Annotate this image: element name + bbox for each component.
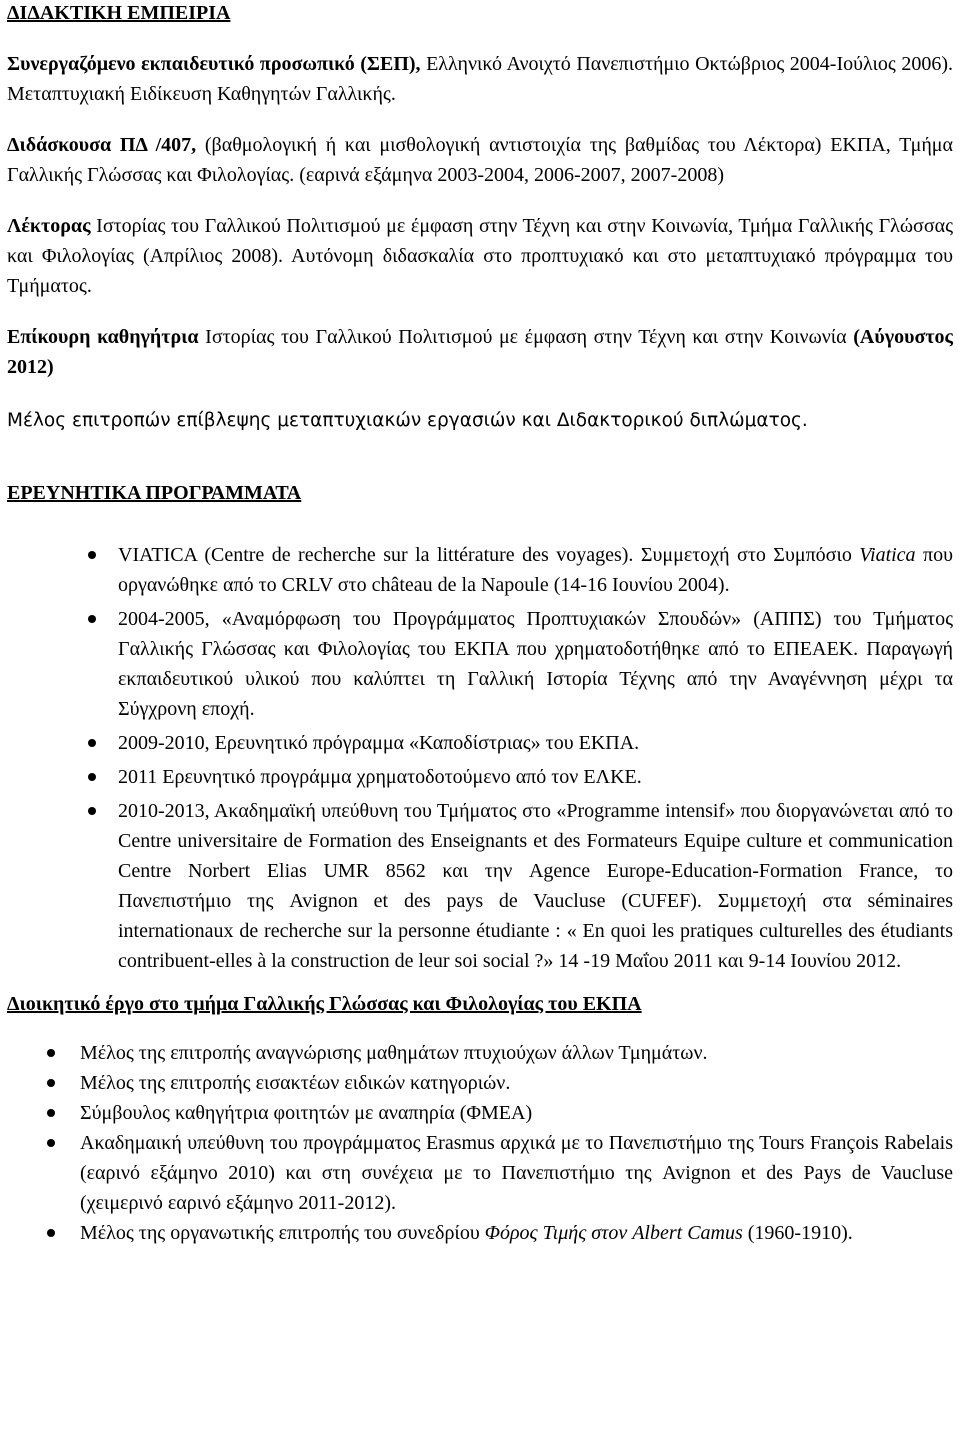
teaching-entry-lecturer-title: Λέκτορας	[7, 215, 91, 237]
list-item: 2011 Ερευνητικό προγράμμα χρηματοδοτούμενο από τον ΕΛΚΕ.	[7, 762, 953, 792]
teaching-entry-pd407-title: Διδάσκουσα ΠΔ /407,	[7, 134, 197, 156]
list-item: Ακαδημαική υπεύθυνη του προγράμματος Erasmus αρχικά με το Πανεπιστήμιο της Tours François Rabelais (εαρινό εξάμηνο 2010) και στη συνέχεια με το Πανεπιστήμιο της Avignon et des Pays de Vaucluse (χειμερινό εαρινό εξάμηνο 2011-2012).	[7, 1128, 953, 1218]
research-list	[7, 540, 953, 976]
bullet-icon	[47, 1229, 55, 1237]
teaching-entry-assistant-professor	[7, 322, 953, 382]
bullet-icon	[47, 1139, 55, 1147]
teaching-heading: ΔΙΔΑΚΤΙΚΗ ΕΜΠΕΙΡΙΑ	[7, 2, 231, 24]
bullet-icon	[88, 551, 96, 559]
bullet-icon	[88, 773, 96, 781]
list-item: 2009-2010, Ερευνητικό πρόγραμμα «Καποδίστριας» του ΕΚΠΑ.	[7, 728, 953, 758]
teaching-entry-pd407	[7, 130, 953, 190]
bullet-icon	[88, 739, 96, 747]
bullet-icon	[88, 615, 96, 623]
bullet-icon	[47, 1079, 55, 1087]
teaching-entry-committees: Μέλος επιτροπών επίβλεψης μεταπτυχιακών εργασιών και Διδακτορικού διπλώματος.	[7, 410, 808, 431]
list-item: VIATICA (Centre de recherche sur la littérature des voyages). Συμμετοχή στο Συμπόσιο Viatica που οργανώθηκε από το CRLV στο château de la Napoule (14-16 Ιουνίου 2004).	[7, 540, 953, 600]
teaching-entry-assistant-professor-date: (Αύγουστος 2012)	[7, 326, 953, 378]
list-item: Μέλος της επιτροπής εισακτέων ειδικών κατηγοριών.	[7, 1068, 953, 1098]
teaching-entry-assistant-professor-text: Ιστορίας του Γαλλικού Πολιτισμού με έμφαση στην Τέχνη και στην Κοινωνία	[198, 326, 854, 348]
teaching-entry-pd407-text: (βαθμολογική ή και μισθολογική αντιστοιχία της βαθμίδας του Λέκτορα) ΕΚΠΑ, Τμήμα Γαλλικής Γλώσσας και Φιλολογίας. (εαρινά εξάμηνα 2003-2004, 2006-2007, 2007-2008)	[7, 134, 953, 186]
list-item: Μέλος της οργανωτικής επιτροπής του συνεδρίου Φόρος Τιμής στον Albert Camus (1960-1910).	[7, 1218, 953, 1248]
list-item: Σύμβουλος καθηγήτρια φοιτητών με αναπηρία (ΦΜΕΑ)	[7, 1098, 953, 1128]
admin-list	[7, 1038, 953, 1248]
admin-heading: Διοικητικό έργο στο τμήμα Γαλλικής Γλώσσας και Φιλολογίας του ΕΚΠΑ	[7, 993, 642, 1015]
bullet-icon	[88, 807, 96, 815]
list-item: 2010-2013, Ακαδημαϊκή υπεύθυνη του Τμήματος στο «Programme intensif» που διοργανώνεται από το Centre universitaire de Formation des Enseignants et des Formateurs Equipe culture et communication Centre Norbert Elias UMR 8562 και την Agence Europe-Education-Formation France, το Πανεπιστήμιο της Avignon et des pays de Vaucluse (CUFEF). Συμμετοχή στα séminaires internationaux de recherche sur la personne étudiante : « En quoi les pratiques culturelles des étudiants contribuent-elles à la construction de leur soi social ?» 14 -19 Μαΐου 2011 και 9-14 Ιουνίου 2012.	[7, 796, 953, 976]
bullet-icon	[47, 1109, 55, 1117]
teaching-entry-lecturer-text: Ιστορίας του Γαλλικού Πολιτισμού με έμφαση στην Τέχνη και στην Κοινωνία, Τμήμα Γαλλικής Γλώσσας και Φιλολογίας (Απρίλιος 2008). Αυτόνομη διδασκαλία στο προπτυχιακό και στο μεταπτυχιακό πρόγραμμα του Τμήματος.	[7, 215, 953, 297]
list-item: Μέλος της επιτροπής αναγνώρισης μαθημάτων πτυχιούχων άλλων Τμημάτων.	[7, 1038, 953, 1068]
teaching-entry-sep-text: Ελληνικό Ανοιχτό Πανεπιστήμιο Οκτώβριος 2004-Ιούλιος 2006). Μεταπτυχιακή Ειδίκευση Καθηγητών Γαλλικής.	[7, 53, 953, 105]
teaching-entry-sep	[7, 49, 953, 109]
teaching-entry-lecturer	[7, 211, 953, 301]
teaching-entry-assistant-professor-title: Επίκουρη καθηγήτρια	[7, 326, 199, 348]
research-heading: ΕΡΕΥΝΗΤΙΚΑ ΠΡΟΓΡΑΜΜΑΤΑ	[7, 482, 302, 504]
bullet-icon	[47, 1049, 55, 1057]
teaching-entry-sep-title: Συνεργαζόμενο εκπαιδευτικό προσωπικό (ΣΕΠ),	[7, 53, 421, 75]
list-item: 2004-2005, «Αναμόρφωση του Προγράμματος Προπτυχιακών Σπουδών» (ΑΠΠΣ) του Τμήματος Γαλλικής Γλώσσας και Φιλολογίας του ΕΚΠΑ που χρηματοδοτήθηκε από το ΕΠΕΑΕΚ. Παραγωγή εκπαιδευτικού υλικού που καλύπτει τη Γαλλική Ιστορία Τέχνης από την Αναγέννηση μέχρι τα Σύγχρονη εποχή.	[7, 604, 953, 724]
